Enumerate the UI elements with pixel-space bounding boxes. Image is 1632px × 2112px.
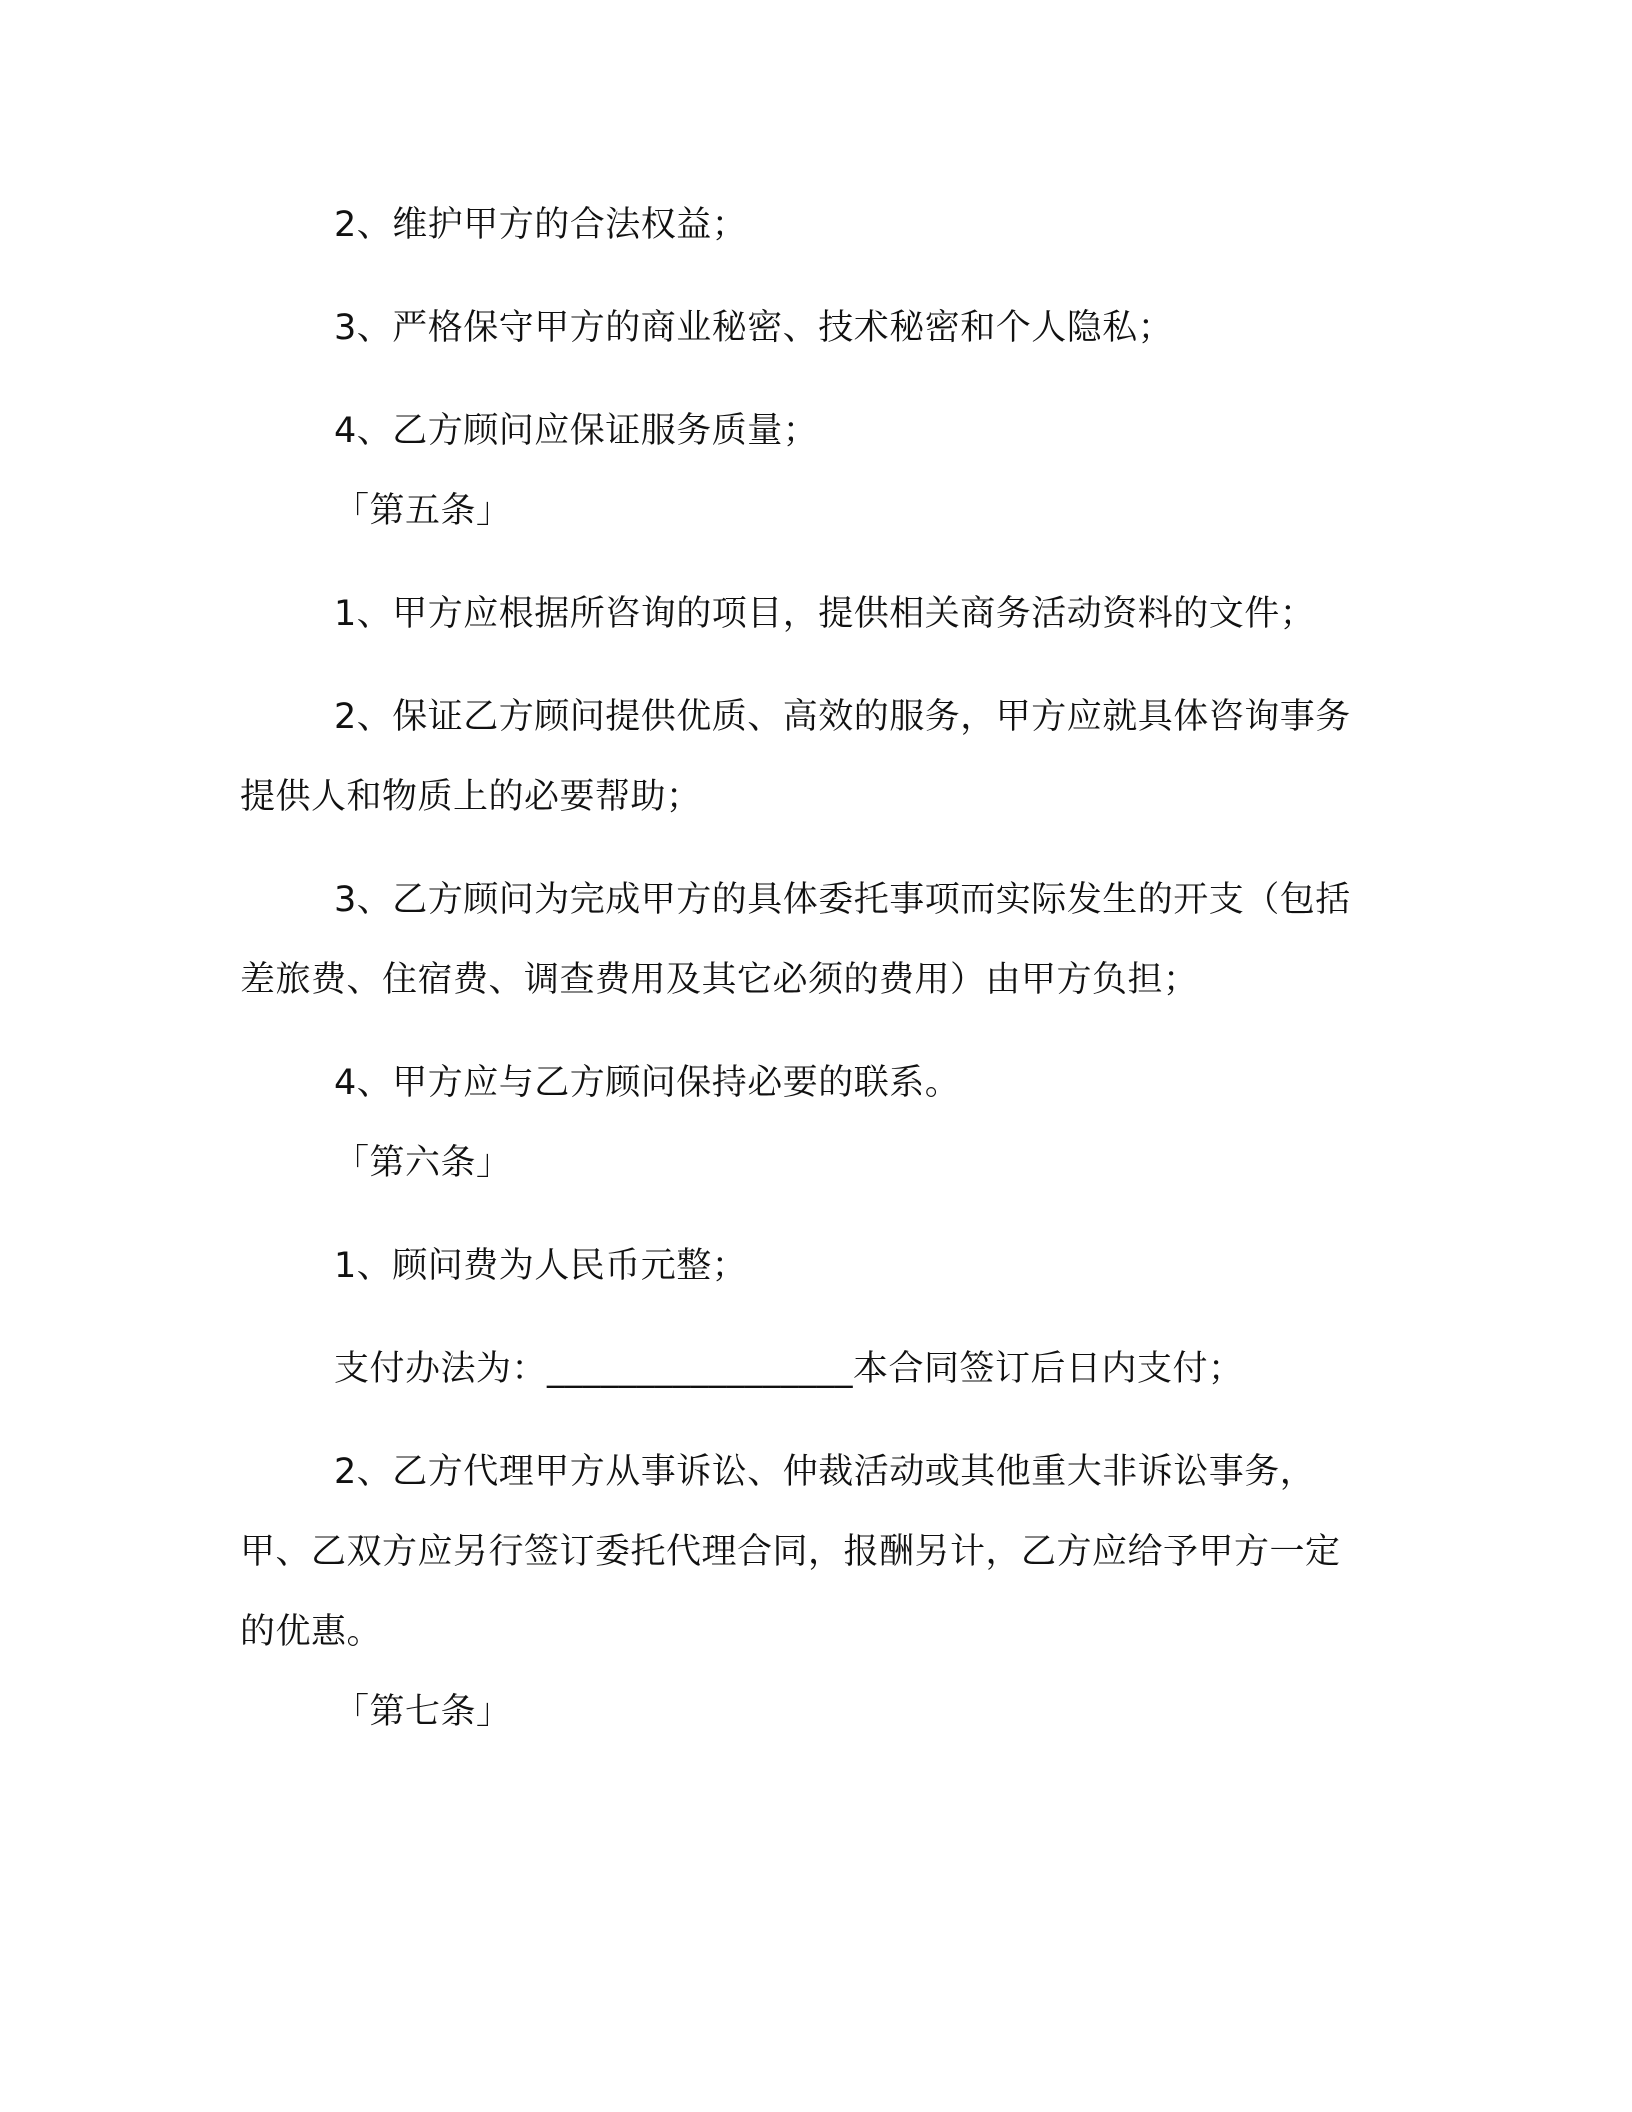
paragraph-duty-4: 4、乙方顾问应保证服务质量； bbox=[334, 411, 819, 451]
paragraph-duty-3: 3、严格保守甲方的商业秘密、技术秘密和个人隐私； bbox=[334, 308, 1174, 348]
paragraph-duty-2: 2、维护甲方的合法权益； bbox=[334, 205, 748, 245]
paragraph-article5-item2: 2、保证乙方顾问提供优质、高效的服务，甲方应就具体咨询事务提供人和物质上的必要帮助； bbox=[240, 697, 1351, 817]
paragraph-article5-item1: 1、甲方应根据所咨询的项目，提供相关商务活动资料的文件； bbox=[334, 594, 1316, 634]
article-heading-5: 「第五条」 bbox=[334, 491, 512, 531]
paragraph-payment-method: 支付办法为：_________________本合同签订后日内支付； bbox=[334, 1349, 1244, 1389]
paragraph-article6-item2: 2、乙方代理甲方从事诉讼、仲裁活动或其他重大非诉讼事务，甲、乙双方应另行签订委托代理合同，报酬另计，乙方应给予甲方一定的优惠。 bbox=[240, 1452, 1341, 1652]
article-heading-7: 「第七条」 bbox=[334, 1692, 512, 1732]
article-heading-6: 「第六条」 bbox=[334, 1143, 512, 1183]
document-body bbox=[240, 185, 1360, 1752]
paragraph-article5-item4: 4、甲方应与乙方顾问保持必要的联系。 bbox=[334, 1063, 961, 1103]
paragraph-article6-item1: 1、顾问费为人民币元整； bbox=[334, 1246, 748, 1286]
paragraph-article5-item3: 3、乙方顾问为完成甲方的具体委托事项而实际发生的开支（包括差旅费、住宿费、调查费用及其它必须的费用）由甲方负担； bbox=[240, 880, 1351, 1000]
